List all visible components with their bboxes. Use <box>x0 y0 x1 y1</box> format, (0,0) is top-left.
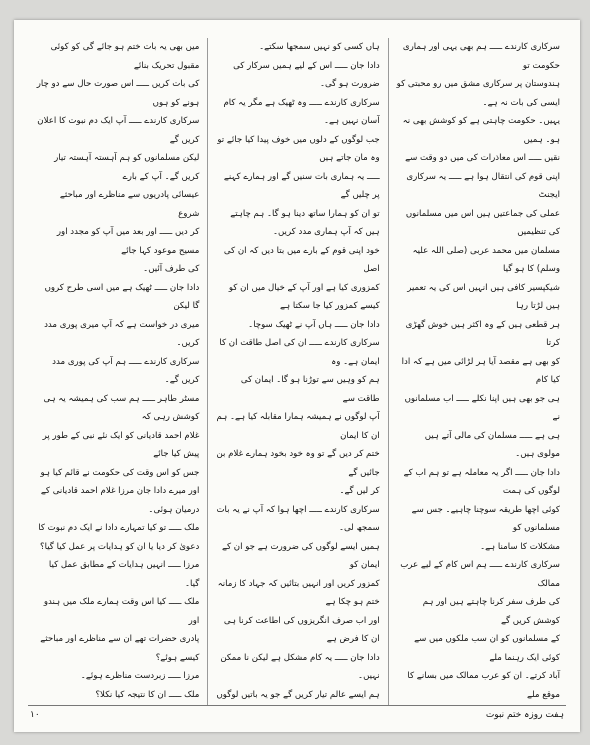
text-line: کمزوری کیا ہے اور آپ کے خیال میں ان کو کیسے کمزور کیا جا سکتا ہے <box>228 282 380 311</box>
column-left <box>28 38 207 706</box>
text-line: کیسے ہوئے؟ <box>155 652 200 663</box>
text-line: سرکاری کارندے ـــــ وہ ٹھیک ہے مگر یہ کام آسان نہیں ہے۔ <box>223 97 380 126</box>
text-line: کوئی اچھا طریقہ سوچنا چاہیے۔ جس سے مسلمانوں کو <box>411 504 560 533</box>
text-line: میں بھی یہ بات ختم ہو جائے گی کو کوئی مقبول تحریک بنائے <box>50 42 200 71</box>
text-line: ملک ـــــ کیا اس وقت ہمارے ملک میں ہندو اور <box>43 597 200 626</box>
text-line: دادا جان ـــــ اس کے لیے ہمیں سرکار کی ضرورت ہو گی۔ <box>233 60 380 89</box>
publication-name: ہفت روزہ ختم نبوت <box>485 710 564 720</box>
text-line: اپنی قوم کی انتقال ہوا ہے ـــــ یہ سرکاری ایجنٹ <box>406 171 560 200</box>
text-line: ہاں کسی کو نہیں سمجھا سکتے۔ <box>259 42 380 52</box>
text-line: دادا جان ـــــ ہاں آپ نے ٹھیک سوچا۔ <box>248 319 380 330</box>
text-line: سرکاری کارندے ـــــ ہم اس کام کے لیے عرب ممالک <box>400 560 560 589</box>
text-line: ـــــ یہ ہماری بات سنیں گے اور ہمارے کہنے پر چلیں گے <box>223 171 380 200</box>
text-line: آباد کرتے۔ ان کو عرب ممالک میں بسانے کا موقع ملے <box>407 671 560 700</box>
text-line: کی طرف آئیں۔ <box>143 264 200 274</box>
text-line: ہمیں ایسے لوگوں کی ضرورت ہے جو ان کے ایمان کو <box>221 541 380 570</box>
text-line: کی بات کریں ـــــ اس صورت حال سے دو چار ہونے کو ہوں <box>36 79 200 108</box>
text-line: یہیں۔ حکومت چاہتی ہے کو کوشش بھی نہ ہو۔ ہمیں <box>402 116 560 145</box>
text-line: اور میرے دادا جان مرزا غلام احمد قادیانی کے <box>40 486 200 496</box>
text-line: ملک ـــــ ان کا نتیجہ کیا نکلا؟ <box>95 689 200 700</box>
text-line: کو بھی ہے مقصد آیا ہر لڑائی میں ہے کہ ادا کیا کام <box>401 356 560 385</box>
text-line: دادا جان ـــــ ٹھیک ہے میں اسی طرح کروں گا لیکن <box>44 282 200 311</box>
text-line: میری در خواست ہے کہ آپ میری پوری مدد کریں۔ <box>44 319 200 348</box>
column-right <box>388 38 568 706</box>
text-line: سرکاری کارندے ـــــ اچھا ہوا کہ آپ نے یہ بات سمجھ لی۔ <box>216 504 380 533</box>
text-line: تو ان کو ہمارا ساتھ دینا ہو گا۔ ہم چاہتے ہیں کہ آپ ہماری مدد کریں۔ <box>230 208 380 237</box>
text-line: مسلمان میں محمد عربی (صلی اللہ علیہ وسلم) کا ہو گیا <box>412 245 560 274</box>
text-line: پادری حضرات تھے ان سے مناظرے اور مباحثے <box>40 634 200 644</box>
text-line: سرکاری کارندے ـــــ ان کی اصل طاقت ان کا ایمان ہے۔ وہ <box>219 338 380 367</box>
text-line: مرزا ـــــ انہیں ہدایات کے مطابق عمل کیا گیا۔ <box>48 560 200 589</box>
text-line: کمزور کریں اور انہیں بتائیں کہ جہاد کا زمانہ ختم ہو چکا ہے <box>217 578 380 607</box>
text-line: لیکن مسلمانوں کو ہم آہستہ آہستہ تیار کریں گے۔ آپ کے بارے <box>54 153 200 182</box>
text-line: سرکاری کارندے ـــــ ہم آپ کی پوری مدد کریں گے۔ <box>52 356 200 385</box>
text-line: ہی ہے ـــــ مسلمان کی مالی آتے ہیں <box>424 430 560 441</box>
text-line: کی طرف سفر کرنا چاہتے ہیں اور ہم کوشش کریں گے <box>422 597 560 626</box>
text-line: ہم ایسے عالم تیار کریں گے جو یہ باتیں لوگوں <box>216 689 380 700</box>
text-line: دادا جان ـــــ اگر یہ معاملہ ہے تو ہم اب کے لوگوں کی ہمت <box>403 467 560 496</box>
text-line: سرکاری کارندے ـــــ ہم بھی یہی اور ہماری حکومت تو <box>402 42 560 71</box>
text-line: خود اپنی قوم کے بارے میں بتا دیں کہ ان کی اصل <box>223 245 380 274</box>
text-line: نقیں ـــــ اس معاذرات کی میں دو وقت سے <box>405 153 560 163</box>
text-line: ہر قطعی ہیں کے وہ اکثر ہیں خوش گھڑی کرتا <box>405 319 560 348</box>
text-line: دعویٰ کر دیا یا ان کو ہدایات پر عمل کیا گیا؟ <box>40 541 200 552</box>
text-line: جس کو اس وقت کی حکومت نے قائم کیا ہو <box>40 467 200 478</box>
text-line: درمیان ہوئی۔ <box>148 504 200 515</box>
text-line: ملک ـــــ تو کیا تمہارے دادا نے ایک دم نبوت کا <box>38 523 200 533</box>
text-line: ختم کر دیں گے تو وہ خود بخود ہمارے غلام بن جائیں گے <box>216 449 380 478</box>
text-line: عملی کی جماعتیں ہیں اس میں مسلمانوں کی تنظیمیں <box>405 208 560 237</box>
text-line: مرزا ـــــ زبردست مناظرے ہوئے۔ <box>80 671 200 681</box>
document-page <box>14 20 580 732</box>
page-number: ۱۰ <box>30 710 40 720</box>
text-line: کر دیں ـــــ اور بعد میں آپ کو مجدد اور مسیح موعود کہا جائے <box>56 227 200 256</box>
text-line: عیسائی پادریوں سے مناظرے اور مباحثے شروع <box>59 190 200 219</box>
text-line: غلام احمد قادیانی کو ایک نئے نبی کے طور پر پیش کیا جائے <box>42 430 200 459</box>
text-line: ہم کو وہیں سے توڑنا ہو گا۔ ایمان کی طاقت سے <box>240 375 380 404</box>
page-footer <box>28 705 566 726</box>
text-line: کر لیں گے۔ <box>339 486 380 496</box>
text-line: ہندوستان پر سرکاری مشق میں رو محبتی کو ایسی کی بات نہ ہے۔ <box>396 79 560 108</box>
text-line: ہی جو بھی ہیں اپنا نکلے ـــــ اب مسلمانوں نے <box>404 393 560 422</box>
text-line: آپ لوگوں نے ہمیشہ ہمارا مقابلہ کیا ہے۔ ہم ان کا ایمان <box>216 412 380 441</box>
column-middle <box>207 38 387 706</box>
text-line: شیکپسیر کافی ہیں انہیں اس کی یہ تعمیر ہیں لڑتا رہا <box>407 282 560 311</box>
text-line: مشکلات کا سامنا ہے۔ <box>480 541 560 552</box>
text-line: اور اب صرف انگریزوں کی اطاعت کرنا ہی ان کا فرض ہے <box>223 615 380 644</box>
text-line: مسٹر طاہر ـــــ ہم سب کی ہمیشہ یہ ہی کوشش رہی کہ <box>43 393 200 422</box>
text-line: دادا جان ـــــ یہ کام مشکل ہے لیکن نا ممکن نہیں۔ <box>220 652 380 681</box>
text-line: سرکاری کارندے ـــــ آپ ایک دم نبوت کا اعلان کریں گے <box>37 116 200 145</box>
text-line: کے مسلمانوں کو ان سب ملکوں میں سے کوئی ایک رہنما ملے <box>414 634 560 663</box>
text-line: مولوی ہیں۔ <box>515 449 560 459</box>
text-line: جب لوگوں کے دلوں میں خوف پیدا کیا جائے تو وہ مان جاتے ہیں <box>217 134 380 163</box>
text-columns <box>28 38 568 706</box>
